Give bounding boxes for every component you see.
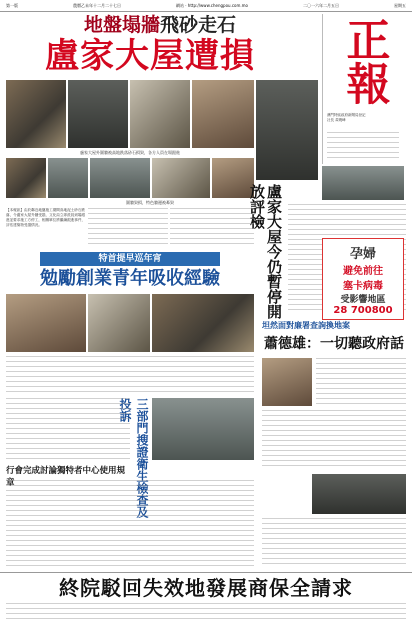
photo-small-2 bbox=[48, 158, 88, 198]
masthead-title: 正報 bbox=[338, 17, 390, 105]
lunar-date: 農曆乙未年十二月二十七日 bbox=[72, 2, 121, 8]
masthead-line2: 社長 黃曉峰 bbox=[327, 117, 346, 122]
lead-story-col2 bbox=[88, 208, 168, 248]
caption-wall: 圍牆毀損，特色牆邊被牽毀 bbox=[126, 200, 174, 205]
section-bar: 特首提早巡年宵 bbox=[40, 252, 220, 266]
bottom-text bbox=[6, 603, 406, 623]
photo-small-1 bbox=[6, 158, 46, 198]
photo-gate bbox=[6, 80, 66, 148]
weekday: 星期五 bbox=[393, 2, 406, 8]
photo-inspection bbox=[152, 398, 254, 460]
photo-speaker-2 bbox=[262, 358, 312, 406]
photo-tall-wall bbox=[256, 80, 318, 180]
section3-kicker-text: 坦然面對廉署查詢 bbox=[262, 320, 326, 330]
section4-text bbox=[6, 480, 254, 568]
divider bbox=[0, 572, 412, 573]
photo-temple bbox=[312, 474, 406, 514]
issue-date: 二〇一六年二月五日 bbox=[302, 2, 339, 8]
photo-ceo-visit bbox=[6, 294, 86, 352]
right-bottom-text bbox=[262, 518, 406, 568]
section3-kicker bbox=[262, 320, 406, 332]
vertical-headline: 盧家大屋今仍暫停開放評檢 bbox=[248, 184, 283, 319]
ad-line1: 孕婦 bbox=[349, 247, 376, 262]
kicker-headline bbox=[60, 14, 260, 36]
lead-story-text: 【本報訊】由於鄰近地盤施工期間高地泥土砂石跌落，令盧家大屋外牆受損，文化局立即派員到場跟進並要求施工方停工，相關單位將繼續跟進事件，評估建築物受損情況。 bbox=[6, 208, 86, 227]
masthead bbox=[322, 14, 404, 164]
photo-wall bbox=[130, 80, 190, 148]
vertical-headline-2: 三部門搜證衛生檢查及投訴 bbox=[118, 398, 149, 518]
photo-crowd bbox=[152, 294, 254, 352]
section-headline: 勉勵創業青年吸收經驗 bbox=[40, 268, 220, 289]
ad-line4: 受影響地區 bbox=[340, 295, 386, 305]
photo-debris bbox=[192, 80, 254, 148]
section3-suffix: 換地案 bbox=[326, 320, 350, 330]
section3-headline: 蕭德雄：一切聽政府話 bbox=[264, 336, 404, 352]
main-headline: 盧家大屋遭損 bbox=[45, 36, 255, 76]
masthead-info-lines bbox=[327, 132, 399, 160]
ad-line2: 避免前往 bbox=[343, 266, 383, 277]
right-lower-text bbox=[262, 410, 406, 470]
section2-text bbox=[6, 356, 254, 392]
bottom-headline: 終院駁回失效地發展商保全請求 bbox=[59, 576, 353, 600]
health-ad bbox=[322, 238, 404, 320]
page-number: 第一版 bbox=[6, 2, 18, 8]
top-bar bbox=[0, 0, 412, 12]
ad-line3: 塞卡病毒 bbox=[343, 281, 383, 292]
caption-photos: 盧家大屋外圍牆被高地跌落砂石損毀，各方人員在場跟進 bbox=[80, 150, 180, 155]
section4-headline: 行會完成討論獨特者中心使用規章 bbox=[6, 466, 126, 488]
photo-speaker bbox=[322, 166, 404, 200]
lead-story-col3 bbox=[170, 208, 254, 248]
photo-stalls bbox=[88, 294, 150, 352]
photo-scene bbox=[90, 158, 150, 198]
ad-phone: 28 700800 bbox=[333, 305, 393, 316]
site-url: 網站 · http://www.chengpou.com.mo bbox=[175, 2, 248, 8]
photo-lane bbox=[152, 158, 210, 198]
kicker-b: 飛砂走石 bbox=[160, 14, 237, 36]
masthead-line1: 澳門特區政府新聞局登記 bbox=[327, 113, 366, 117]
photo-officials bbox=[68, 80, 128, 148]
right-middle-text bbox=[316, 358, 406, 406]
middle-text bbox=[6, 398, 130, 460]
kicker-a: 地盤塌牆 bbox=[83, 14, 160, 36]
